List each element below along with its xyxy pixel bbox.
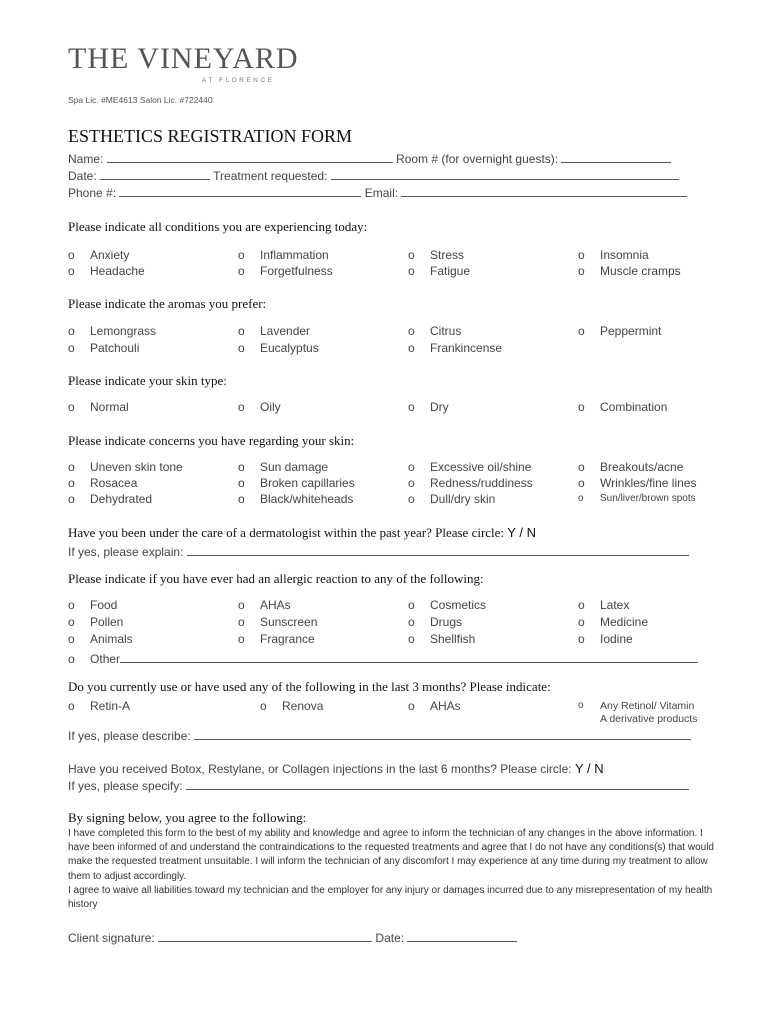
checkbox-icon[interactable]: o bbox=[408, 476, 415, 490]
checkbox-icon[interactable]: o bbox=[408, 400, 415, 414]
checkbox-icon[interactable]: o bbox=[578, 400, 585, 414]
checkbox-icon[interactable]: o bbox=[238, 632, 245, 646]
field-row-phone bbox=[68, 185, 687, 200]
checkbox-icon[interactable]: o bbox=[238, 264, 245, 278]
conditions-heading: Please indicate all conditions you are experiencing today: bbox=[68, 219, 368, 234]
signature-row bbox=[68, 930, 517, 945]
checkbox-icon[interactable]: o bbox=[578, 615, 585, 629]
phone-label: Phone #: bbox=[68, 186, 117, 200]
checkbox-icon[interactable]: o bbox=[408, 615, 415, 629]
logo-main-text: THE VINEYARD bbox=[68, 42, 299, 75]
checkbox-icon[interactable]: o bbox=[68, 615, 75, 629]
license-text: Spa Lic. #ME4613 Salon Lic. #722440 bbox=[68, 95, 213, 105]
checkbox-icon[interactable]: o bbox=[68, 324, 75, 338]
checkbox-icon[interactable]: o bbox=[68, 632, 75, 646]
checkbox-icon[interactable]: o bbox=[68, 492, 75, 506]
retinol-label-line1: Any Retinol/ Vitamin bbox=[600, 700, 695, 712]
consent-paragraph-1: I have completed this form to the best of my ability and knowledge and agree to inform the technician of any changes in the above information. I have been informed of and understand the contraindications to the requested treatments and agree that I do not have any conditions(s) that would make the requested treatment unsuitable. I will inform the technician of any discomfort I may experience at any time during my treatment to allow them to adjust accordingly. bbox=[68, 828, 714, 882]
explain-input[interactable] bbox=[187, 544, 689, 556]
consent-text bbox=[68, 827, 718, 912]
checkbox-icon[interactable]: o bbox=[578, 598, 585, 612]
dermatologist-explain-row bbox=[68, 544, 689, 559]
checkbox-icon[interactable]: o bbox=[578, 264, 585, 278]
checkbox-icon[interactable]: o bbox=[238, 248, 245, 262]
injections-question bbox=[68, 761, 604, 776]
field-row-date bbox=[68, 168, 679, 183]
checkbox-icon[interactable]: o bbox=[408, 598, 415, 612]
date-label: Date: bbox=[68, 169, 97, 183]
other-input[interactable] bbox=[120, 651, 698, 663]
aromas-heading: Please indicate the aromas you prefer: bbox=[68, 296, 267, 311]
checkbox-icon[interactable]: o bbox=[238, 598, 245, 612]
describe-input[interactable] bbox=[194, 728, 691, 740]
checkbox-icon[interactable]: o bbox=[408, 264, 415, 278]
checkbox-icon[interactable]: o bbox=[408, 632, 415, 646]
signature-date-label: Date: bbox=[375, 931, 405, 945]
checkbox-icon[interactable]: o bbox=[578, 248, 585, 262]
checkbox-icon[interactable]: o bbox=[260, 699, 267, 713]
phone-input[interactable] bbox=[119, 185, 361, 197]
signature-date-input[interactable] bbox=[407, 930, 517, 942]
checkbox-icon[interactable]: o bbox=[68, 341, 75, 355]
client-signature-input[interactable] bbox=[158, 930, 372, 942]
checkbox-icon[interactable]: o bbox=[68, 400, 75, 414]
explain-label: If yes, please explain: bbox=[68, 545, 184, 559]
logo-sub-text: AT FLORENCE bbox=[202, 77, 275, 84]
concerns-heading: Please indicate concerns you have regarding your skin: bbox=[68, 433, 355, 448]
checkbox-icon[interactable]: o bbox=[238, 400, 245, 414]
checkbox-icon[interactable]: o bbox=[408, 699, 415, 713]
checkbox-icon[interactable]: o bbox=[238, 615, 245, 629]
email-label: Email: bbox=[364, 186, 399, 200]
name-label: Name: bbox=[68, 152, 104, 166]
other-label: Other bbox=[90, 652, 121, 666]
checkbox-icon[interactable]: o bbox=[578, 460, 585, 474]
checkbox-icon[interactable]: o bbox=[408, 460, 415, 474]
checkbox-icon[interactable]: o bbox=[408, 324, 415, 338]
checkbox-icon[interactable]: o bbox=[408, 248, 415, 262]
checkbox-icon[interactable]: o bbox=[578, 324, 585, 338]
email-input[interactable] bbox=[401, 185, 687, 197]
describe-label: If yes, please describe: bbox=[68, 729, 191, 743]
checkbox-icon[interactable]: o bbox=[408, 341, 415, 355]
dermatologist-question bbox=[68, 525, 536, 541]
checkbox-icon[interactable]: o bbox=[238, 460, 245, 474]
name-input[interactable] bbox=[107, 151, 393, 163]
treatment-label: Treatment requested: bbox=[213, 169, 328, 183]
checkbox-icon[interactable]: o bbox=[578, 700, 584, 711]
checkbox-icon[interactable]: o bbox=[578, 632, 585, 646]
specify-input[interactable] bbox=[186, 778, 689, 790]
allergy-other-row[interactable] bbox=[68, 651, 698, 666]
checkbox-icon[interactable]: o bbox=[578, 476, 585, 490]
field-row-name bbox=[68, 151, 671, 166]
dermatologist-yn[interactable]: Y / N bbox=[507, 525, 536, 540]
checkbox-icon[interactable]: o bbox=[68, 598, 75, 612]
retinol-label-line2: A derivative products bbox=[600, 713, 698, 725]
checkbox-icon[interactable]: o bbox=[68, 460, 75, 474]
treatment-input[interactable] bbox=[331, 168, 679, 180]
checkbox-icon[interactable]: o bbox=[68, 248, 75, 262]
form-title: ESTHETICS REGISTRATION FORM bbox=[68, 126, 353, 146]
date-input[interactable] bbox=[100, 168, 210, 180]
consent-heading: By signing below, you agree to the following: bbox=[68, 810, 307, 825]
checkbox-icon[interactable]: o bbox=[68, 264, 75, 278]
room-label: Room # (for overnight guests): bbox=[396, 152, 559, 166]
allergy-heading: Please indicate if you have ever had an allergic reaction to any of the following: bbox=[68, 571, 484, 586]
checkbox-icon[interactable]: o bbox=[68, 652, 75, 666]
checkbox-icon[interactable]: o bbox=[408, 492, 415, 506]
logo bbox=[68, 42, 299, 84]
checkbox-icon[interactable]: o bbox=[68, 476, 75, 490]
client-signature-label: Client signature: bbox=[68, 931, 155, 945]
products-describe-row bbox=[68, 728, 691, 743]
checkbox-icon[interactable]: o bbox=[68, 699, 75, 713]
checkbox-icon[interactable]: o bbox=[238, 341, 245, 355]
injections-specify-row bbox=[68, 778, 689, 793]
dermatologist-question-text: Have you been under the care of a dermatologist within the past year? Please circle: bbox=[68, 525, 505, 540]
consent-paragraph-2: I agree to waive all liabilities toward my technician and the employer for any injury or damages incurred due to any misrepresentation of my health history bbox=[68, 884, 713, 911]
specify-label: If yes, please specify: bbox=[68, 779, 183, 793]
checkbox-icon[interactable]: o bbox=[238, 492, 245, 506]
injections-yn[interactable]: Y / N bbox=[574, 761, 604, 776]
products-heading: Do you currently use or have used any of the following in the last 3 months? Please indicate: bbox=[68, 679, 551, 694]
checkbox-icon[interactable]: o bbox=[238, 324, 245, 338]
checkbox-icon[interactable]: o bbox=[238, 476, 245, 490]
injections-question-text: Have you received Botox, Restylane, or Collagen injections in the last 6 months? Please circle: bbox=[68, 762, 572, 776]
skin-type-heading: Please indicate your skin type: bbox=[68, 373, 227, 388]
checkbox-icon[interactable]: o bbox=[578, 493, 584, 504]
room-input[interactable] bbox=[561, 151, 671, 163]
